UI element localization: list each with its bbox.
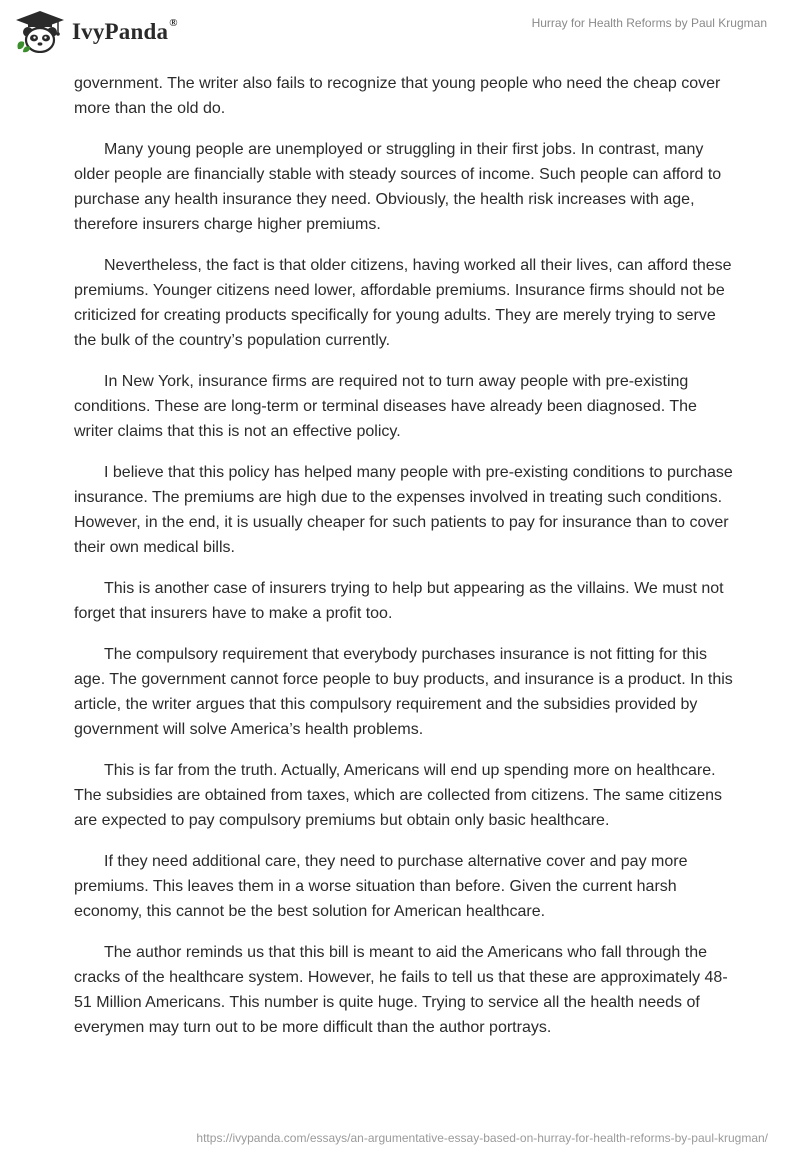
- document-title: Hurray for Health Reforms by Paul Krugman: [531, 16, 767, 30]
- brand-name: IvyPanda®: [72, 16, 178, 44]
- paragraph: If they need additional care, they need to purchase alternative cover and pay more premiums. This leaves them in a worse situation than before. Given the current harsh economy, this cannot be the best solution for American healthcare.: [74, 853, 688, 920]
- registered-mark: ®: [169, 16, 178, 29]
- paragraph: This is far from the truth. Actually, Americans will end up spending more on healthcare. The subsidies are obtained from taxes, which are collected from citizens. The same citizens are expected to pay compulsory premiums but obtain only basic healthcare.: [74, 762, 722, 829]
- ivypanda-logo[interactable]: [14, 9, 178, 53]
- paragraph: Many young people are unemployed or struggling in their first jobs. In contrast, many older people are financially stable with steady sources of income. Such people can afford to purchase any health insurance they need. Obviously, the health risk increases with age, therefore insurers charge higher premiums.: [74, 141, 722, 233]
- source-url-link[interactable]: https://ivypanda.com/essays/an-argumentative-essay-based-on-hurray-for-health-reforms-by-paul-krugman/: [196, 1131, 768, 1145]
- page-header: [0, 0, 800, 70]
- paragraph: I believe that this policy has helped many people with pre-existing conditions to purchase insurance. The premiums are high due to the expenses involved in treating such conditions. However, in the end, it is usually cheaper for such patients to pay for insurance than to cover their own medical bills.: [74, 464, 733, 556]
- paragraph: This is another case of insurers trying to help but appearing as the villains. We must not forget that insurers have to make a profit too.: [74, 580, 724, 622]
- paragraph: Nevertheless, the fact is that older citizens, having worked all their lives, can afford these premiums. Younger citizens need lower, affordable premiums. Insurance firms should not be criticized for creating products specifically for young adults. They are merely trying to serve the bulk of the country’s population currently.: [74, 257, 732, 349]
- paragraph-continuation: government. The writer also fails to recognize that young people who need the cheap cover more than the old do.: [74, 75, 721, 117]
- essay-body: [74, 71, 734, 1056]
- paragraph: The compulsory requirement that everybody purchases insurance is not fitting for this age. The government cannot force people to buy products, and insurance is a product. In this article, the writer argues that this compulsory requirement and the subsidies provided by government will solve America’s health problems.: [74, 646, 733, 738]
- panda-graduate-logo-icon: [14, 9, 66, 53]
- paragraph: The author reminds us that this bill is meant to aid the Americans who fall through the cracks of the healthcare system. However, he fails to tell us that these are approximately 48-51 Million Americans. This number is quite huge. Trying to service all the health needs of everymen may turn out to be more difficult than the author portrays.: [74, 944, 728, 1036]
- paragraph: In New York, insurance firms are required not to turn away people with pre-existing conditions. These are long-term or terminal diseases have already been diagnosed. The writer claims that this is not an effective policy.: [74, 373, 697, 440]
